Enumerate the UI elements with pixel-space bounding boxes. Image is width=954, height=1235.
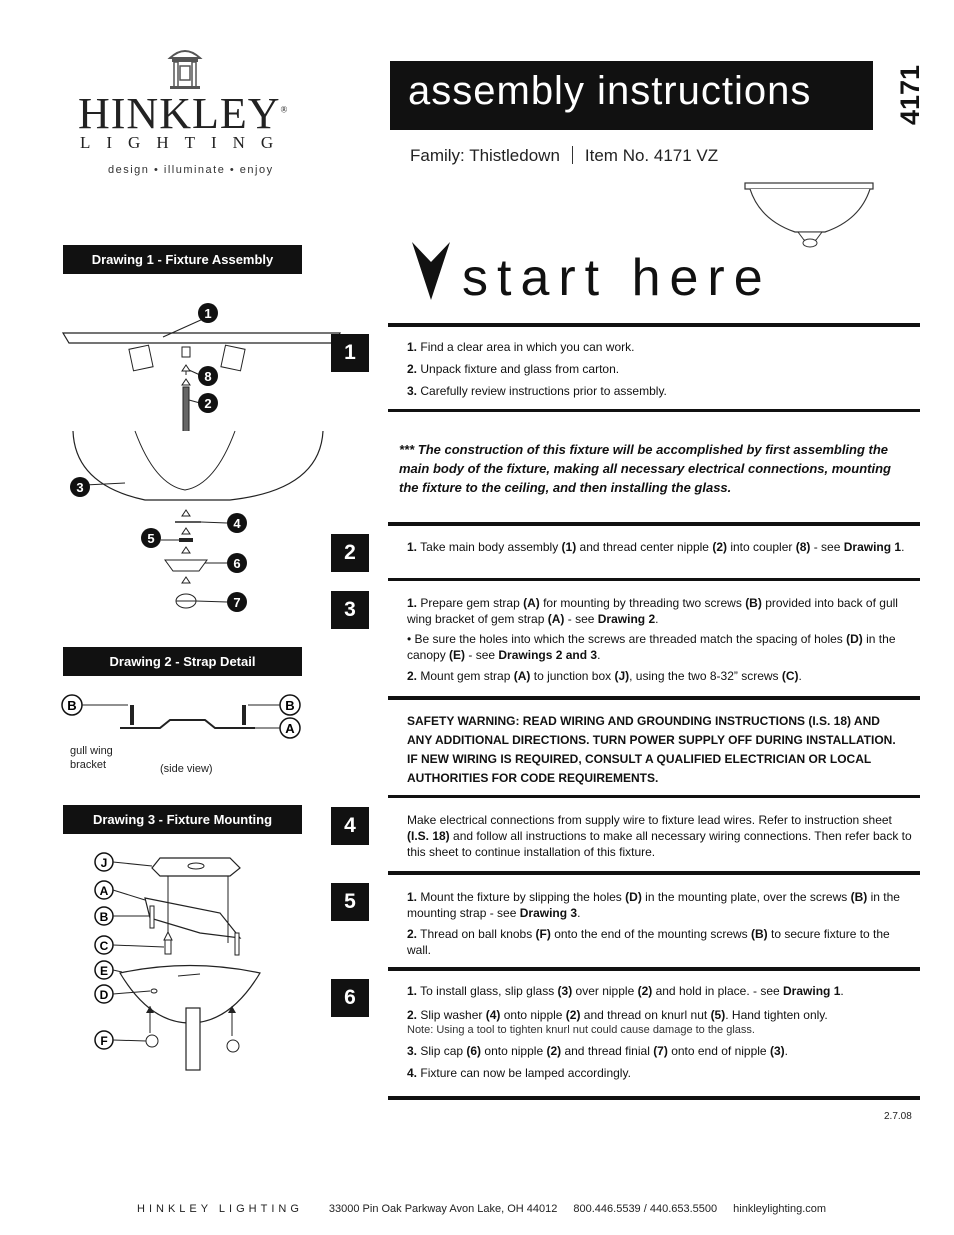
- d1-callout-1: [198, 303, 218, 323]
- rule: [388, 578, 920, 581]
- construction-note: *** The construction of this fixture will be accomplished by first assembling the main body of the fixture, making all necessary electrical connections, mounting the fixture to the ceiling, and then installing the glass.: [399, 442, 891, 495]
- step-1-text: 1. Find a clear area in which you can work. 2. Unpack fixture and glass from carton. 3. Carefully review instructions prior to assembly.: [407, 340, 667, 398]
- svg-text:5: 5: [147, 531, 155, 546]
- step-3-number: 3: [331, 591, 369, 629]
- d2-note-side-view: (side view): [160, 763, 213, 775]
- step-5-number: 5: [331, 883, 369, 921]
- d1-callout-3: [70, 477, 90, 497]
- d1-callout-4: [227, 513, 247, 533]
- drawing-3-fixture-mounting: [90, 848, 290, 1073]
- d3-callout-b: [95, 907, 113, 925]
- svg-text:C: C: [99, 939, 109, 953]
- d2-callout-b-left: [62, 695, 82, 715]
- footer-website[interactable]: hinkleylighting.com: [733, 1203, 827, 1215]
- step-6-text: 1. To install glass, slip glass (3) over nipple (2) and hold in place. - see Drawing 1. 2. Slip washer (4) onto nipple (2) and thread on knurl nut (5). Hand tighten only. Note: Using a tool to tighten knurl nut could cause damage to the glass. 3. Slip cap (6) onto nipple (2) and thread finial (7) onto end of nipple (3). 4. Fixture can now be lamped accordingly.: [407, 983, 912, 1087]
- family-item-line: [410, 146, 718, 166]
- drawing-2-strap-detail: [60, 690, 310, 780]
- step-4-number: 4: [331, 807, 369, 845]
- footer-brand: HINKLEY LIGHTING: [137, 1203, 303, 1215]
- rule: [388, 696, 920, 700]
- step-6-number: 6: [331, 979, 369, 1017]
- revision-date: 2.7.08: [884, 1111, 912, 1122]
- footer: [137, 1203, 826, 1215]
- svg-text:B: B: [67, 698, 77, 713]
- drawing-1-fixture-assembly: [55, 295, 345, 615]
- d2-callout-a: [280, 718, 300, 738]
- svg-text:F: F: [100, 1034, 108, 1048]
- svg-text:4: 4: [233, 516, 241, 531]
- d1-callout-6: [227, 553, 247, 573]
- d1-callout-8: [198, 366, 218, 386]
- drawing-1-label: Drawing 1 - Fixture Assembly: [63, 245, 302, 274]
- knurl-nut-note: Note: Using a tool to tighten knurl nut could cause damage to the glass.: [407, 1024, 755, 1036]
- rule: [388, 795, 920, 798]
- logo-wordmark: HINKLEY®: [78, 89, 289, 138]
- svg-text:A: A: [285, 721, 295, 736]
- step-1-number: 1: [331, 334, 369, 372]
- svg-text:3: 3: [76, 480, 84, 495]
- safety-warning: SAFETY WARNING: READ WIRING AND GROUNDING INSTRUCTIONS (I.S. 18) AND ANY ADDITIONAL DIRECTIONS. TURN POWER SUPPLY OFF DURING INSTALLATION. IF NEW WIRING IS REQUIRED, CONSULT A QUALIFIED ELECTRICIAN OR LOCAL AUTHORITIES FOR CODE REQUIREMENTS.: [407, 714, 896, 785]
- d2-callout-b-right: [280, 695, 300, 715]
- drawing-2-label: Drawing 2 - Strap Detail: [63, 647, 302, 676]
- fixture-thumbnail-icon: [740, 180, 880, 252]
- d1-callout-5: [141, 528, 161, 548]
- svg-text:J: J: [100, 856, 108, 870]
- rule: [388, 409, 920, 412]
- svg-text:D: D: [99, 988, 109, 1002]
- svg-text:B: B: [285, 698, 295, 713]
- d3-callout-c: [95, 936, 113, 954]
- d1-callout-7: [227, 592, 247, 612]
- footer-address: 33000 Pin Oak Parkway Avon Lake, OH 44012: [328, 1203, 558, 1215]
- rule: [388, 323, 920, 327]
- rule: [388, 1096, 920, 1100]
- step-3-text: 1. Prepare gem strap (A) for mounting by threading two screws (B) provided into back of gull wing bracket of gem strap (A) - see Drawing 2. • Be sure the holes into which the screws are threaded match the spacing of holes (D) in the canopy (E) - see Drawings 2 and 3. 2. Mount gem strap (A) to junction box (J), using the two 8-32” screws (C).: [407, 596, 898, 683]
- step-2-number: 2: [331, 534, 369, 572]
- item-label: Item No. 4171 VZ: [584, 146, 719, 165]
- lantern-logo-icon: [164, 44, 206, 90]
- footer-phone: 800.446.5539 / 440.653.5500: [573, 1203, 718, 1215]
- d3-callout-j: [95, 853, 113, 871]
- svg-text:6: 6: [233, 556, 241, 571]
- svg-text:2: 2: [204, 396, 212, 411]
- logo-tagline: design • illuminate • enjoy: [108, 164, 274, 176]
- item-number-vertical: 4171: [895, 64, 925, 125]
- logo-lighting: LIGHTING: [80, 133, 290, 152]
- d3-callout-f: [95, 1031, 113, 1049]
- step-2-text: 1. Take main body assembly (1) and thread center nipple (2) into coupler (8) - see Drawing 1.: [407, 540, 905, 554]
- d3-callout-e: [95, 961, 113, 979]
- d3-callout-d: [95, 985, 113, 1003]
- d1-callout-2: [198, 393, 218, 413]
- svg-text:E: E: [99, 964, 109, 978]
- hinkley-logo: [60, 40, 320, 190]
- start-arrow-icon: [410, 240, 452, 302]
- d2-note-bracket: bracket: [70, 759, 107, 771]
- d2-note-gull-wing: gull wing: [70, 745, 113, 757]
- rule: [388, 522, 920, 526]
- family-label: Family: Thistledown: [410, 146, 560, 165]
- svg-text:B: B: [99, 910, 109, 924]
- svg-text:A: A: [99, 884, 109, 898]
- svg-text:7: 7: [233, 595, 241, 610]
- step-5-text: 1. Mount the fixture by slipping the holes (D) in the mounting plate, over the screws (B) in the mounting strap - see Drawing 3. 2. Thread on ball knobs (F) onto the end of the mounting screws (B) to secure fixture to the wall.: [407, 890, 900, 957]
- rule: [388, 871, 920, 875]
- svg-text:8: 8: [204, 369, 212, 384]
- d3-callout-a: [95, 881, 113, 899]
- step-4-text: Make electrical connections from supply wire to fixture lead wires. Refer to instruction sheet (I.S. 18) and follow all instructions to make all necessary wiring connections. Then refer back to this sheet to continue installation of this fixture.: [407, 813, 912, 859]
- svg-text:1: 1: [204, 306, 212, 321]
- page-title: assembly instructions: [390, 61, 873, 130]
- drawing-3-label: Drawing 3 - Fixture Mounting: [63, 805, 302, 834]
- rule: [388, 967, 920, 971]
